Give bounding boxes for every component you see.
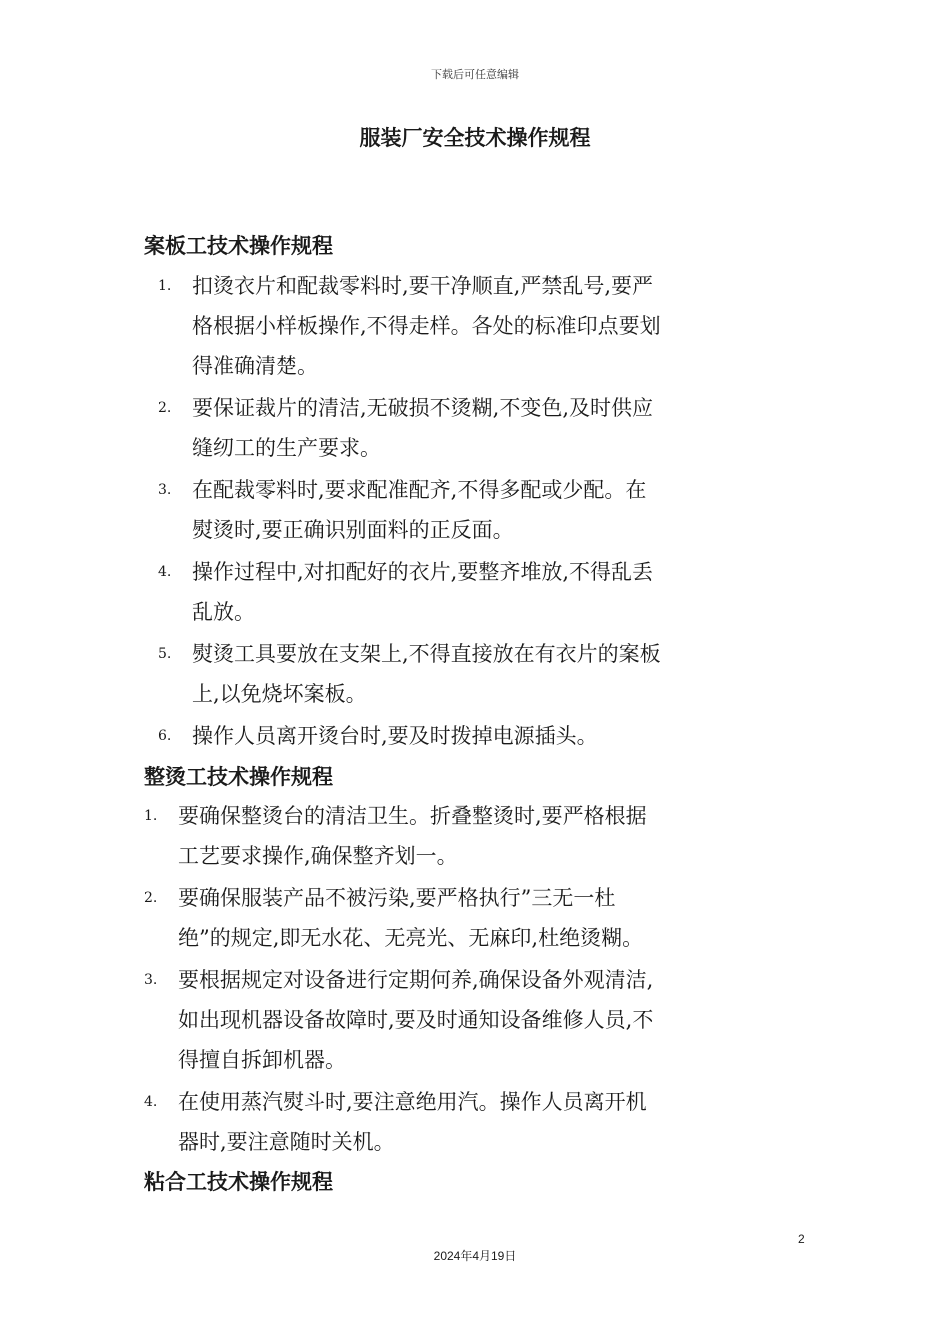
page-number: 2: [798, 1232, 805, 1246]
item-line: 操作过程中,对扣配好的衣片,要整齐堆放,不得乱丢: [192, 560, 654, 584]
item-line: 熨烫工具要放在支架上,不得直接放在有衣片的案板: [192, 642, 661, 666]
item-line: 熨烫时,要正确识别面料的正反面。: [192, 518, 514, 542]
item-line: 缝纫工的生产要求。: [192, 436, 381, 460]
item-line: 器时,要注意随时关机。: [178, 1130, 395, 1154]
section-heading: 粘合工技术操作规程: [144, 1170, 333, 1194]
item-line: 操作人员离开烫台时,要及时拨掉电源插头。: [192, 724, 598, 748]
footer-date: 2024年4月19日: [433, 1249, 517, 1263]
item-line: 格根据小样板操作,不得走样。各处的标准印点要划: [192, 314, 661, 338]
item-number: 2.: [144, 890, 158, 906]
header-note: 下载后可任意编辑: [431, 68, 519, 81]
item-line: 上,以免烧坏案板。: [192, 682, 367, 706]
item-number: 1.: [144, 808, 158, 824]
item-number: 4.: [144, 1094, 158, 1110]
item-line: 扣烫衣片和配裁零料时,要干净顺直,严禁乱号,要严: [192, 274, 654, 298]
item-number: 1.: [158, 278, 172, 294]
section-heading: 案板工技术操作规程: [144, 234, 333, 258]
item-line: 得准确清楚。: [192, 354, 318, 378]
item-number: 5.: [158, 646, 172, 662]
document-title: 服装厂安全技术操作规程: [359, 126, 591, 150]
item-line: 要保证裁片的清洁,无破损不烫糊,不变色,及时供应: [192, 396, 654, 420]
item-number: 4.: [158, 564, 172, 580]
item-line: 如出现机器设备故障时,要及时通知设备维修人员,不: [178, 1008, 654, 1032]
item-line: 工艺要求操作,确保整齐划一。: [178, 844, 458, 868]
item-number: 6.: [158, 728, 172, 744]
item-line: 得擅自拆卸机器。: [178, 1048, 346, 1072]
item-line: 要确保整烫台的清洁卫生。折叠整烫时,要严格根据: [178, 804, 647, 828]
item-number: 2.: [158, 400, 172, 416]
item-line: 要根据规定对设备进行定期何养,确保设备外观清洁,: [178, 968, 654, 992]
item-line: 在配裁零料时,要求配准配齐,不得多配或少配。在: [192, 478, 647, 502]
section-heading: 整烫工技术操作规程: [144, 765, 333, 789]
item-number: 3.: [144, 972, 158, 988]
item-line: 乱放。: [192, 600, 255, 624]
item-line: 在使用蒸汽熨斗时,要注意绝用汽。操作人员离开机: [178, 1090, 647, 1114]
item-number: 3.: [158, 482, 172, 498]
item-line: 绝”的规定,即无水花、无亮光、无麻印,杜绝烫糊。: [178, 926, 644, 950]
item-line: 要确保服装产品不被污染,要严格执行”三无一杜: [178, 886, 616, 910]
